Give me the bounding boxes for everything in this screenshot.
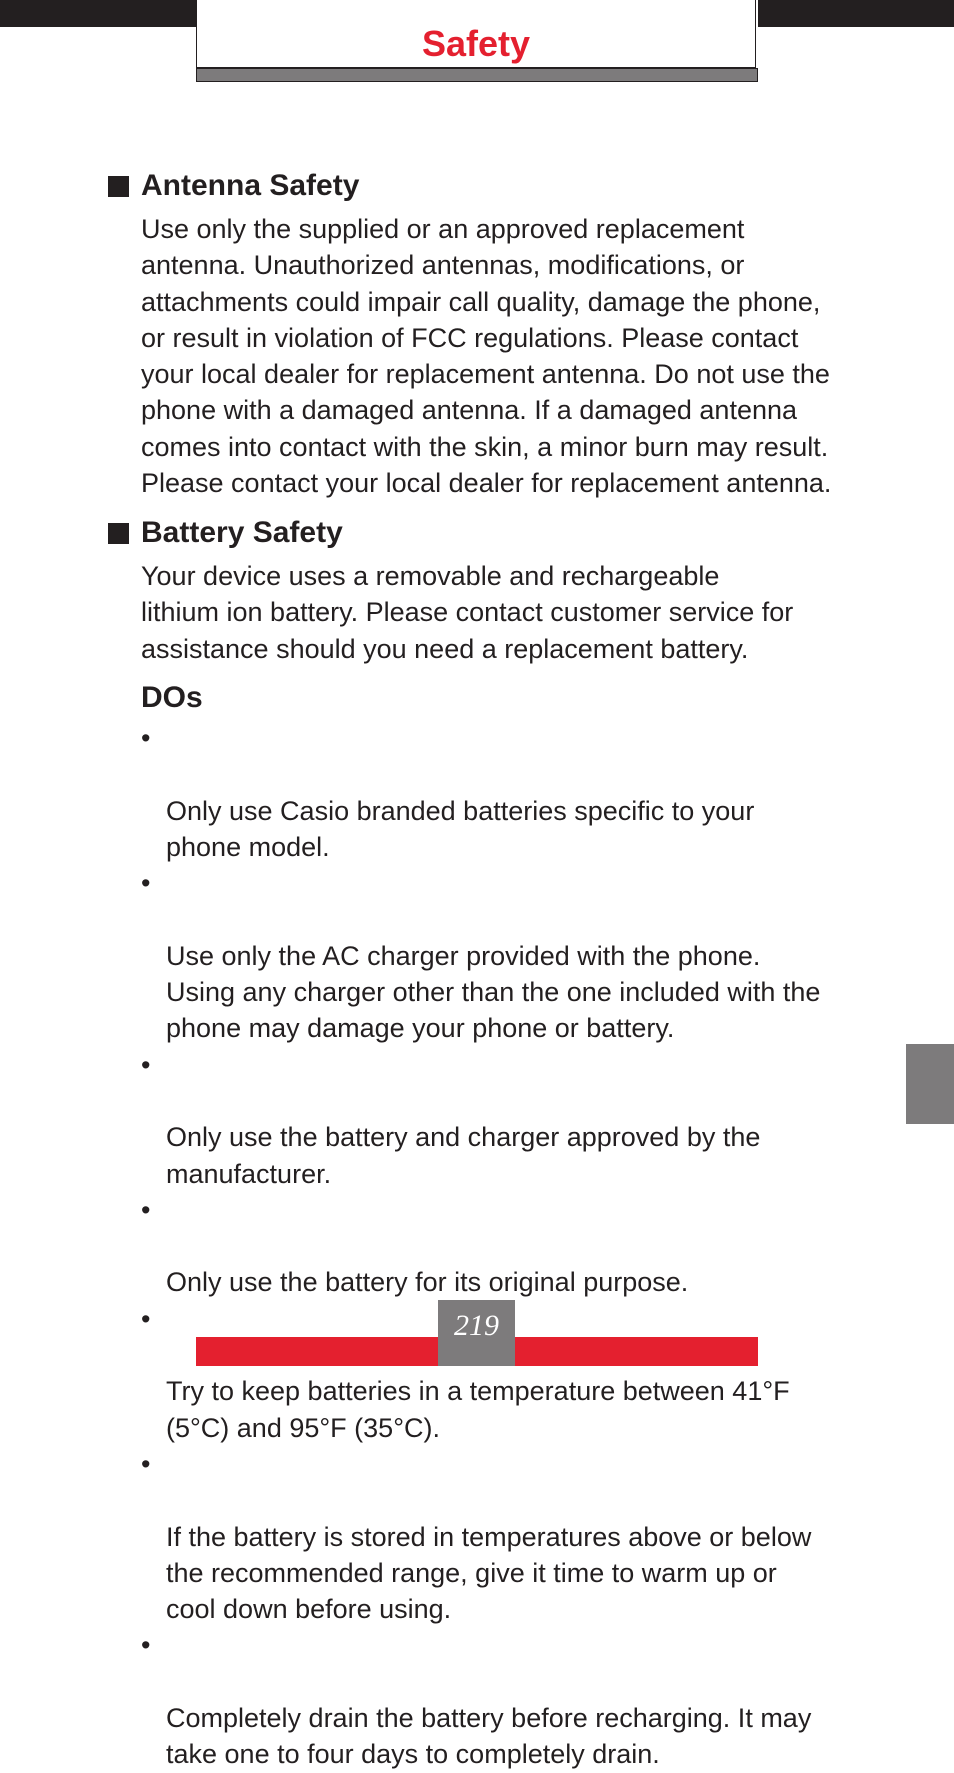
bullet-dot-icon: • (141, 1194, 151, 1225)
square-bullet-icon (108, 523, 129, 544)
list-item (141, 1192, 881, 1301)
list-item-text: Only use the battery for its original purpose. (166, 1267, 689, 1298)
antenna-safety-body: Use only the supplied or an approved replacement antenna. Unauthorized antennas, modifications, or attachments could impair call quality, damage the phone, or result in violation of FCC regulations. Please contact your local dealer for replacement antenna. Do not use the phone with a damaged antenna. If a damaged antenna comes into contact with the skin, a minor burn may result. Please contact your local dealer for replacement antenna. (141, 214, 832, 499)
list-item-text: Use only the AC charger provided with the phone. Using any charger other than the one included with the phone may damage your phone or battery. (166, 940, 821, 1044)
bullet-dot-icon: • (141, 1630, 151, 1661)
list-item (141, 865, 881, 1046)
bullet-dot-icon: • (141, 1049, 151, 1080)
bullet-dot-icon: • (141, 1448, 151, 1479)
square-bullet-icon (108, 176, 129, 197)
header-bar-left (0, 0, 196, 27)
page-title: Safety (421, 23, 531, 64)
list-item-text: Try to keep batteries in a temperature between 41°F (5°C) and 95°F (35°C). (166, 1376, 790, 1443)
page-number: 219 (454, 1309, 499, 1342)
list-item-text: Only use Casio branded batteries specific to your phone model. (166, 795, 755, 862)
bullet-dot-icon: • (141, 723, 151, 753)
list-item (141, 1446, 881, 1627)
header-underbar (196, 68, 758, 82)
list-item (141, 1627, 881, 1772)
bullet-dot-icon: • (141, 868, 151, 899)
battery-safety-body: Your device uses a removable and rechargeable lithium ion battery. Please contact customer service for assistance should you need a replacement battery. (141, 561, 794, 664)
chapter-side-tab (906, 1044, 954, 1124)
section-heading-antenna (108, 168, 359, 204)
list-item-text: Only use the battery and charger approved by the manufacturer. (166, 1122, 761, 1189)
section-heading-battery (108, 515, 343, 551)
section-heading-text: Antenna Safety (141, 169, 360, 202)
bullet-dot-icon: • (141, 1303, 151, 1334)
list-item (141, 1047, 881, 1192)
dos-list (141, 720, 881, 1773)
list-item-text: If the battery is stored in temperatures above or below the recommended range, give it time to warm up or cool down before using. (166, 1521, 812, 1625)
list-item (141, 720, 881, 865)
list-item-text: Completely drain the battery before recharging. It may take one to four days to completely drain. (166, 1703, 812, 1770)
section-heading-text: Battery Safety (141, 516, 343, 549)
dos-heading: DOs (141, 681, 203, 714)
header-bar-right (758, 0, 954, 27)
